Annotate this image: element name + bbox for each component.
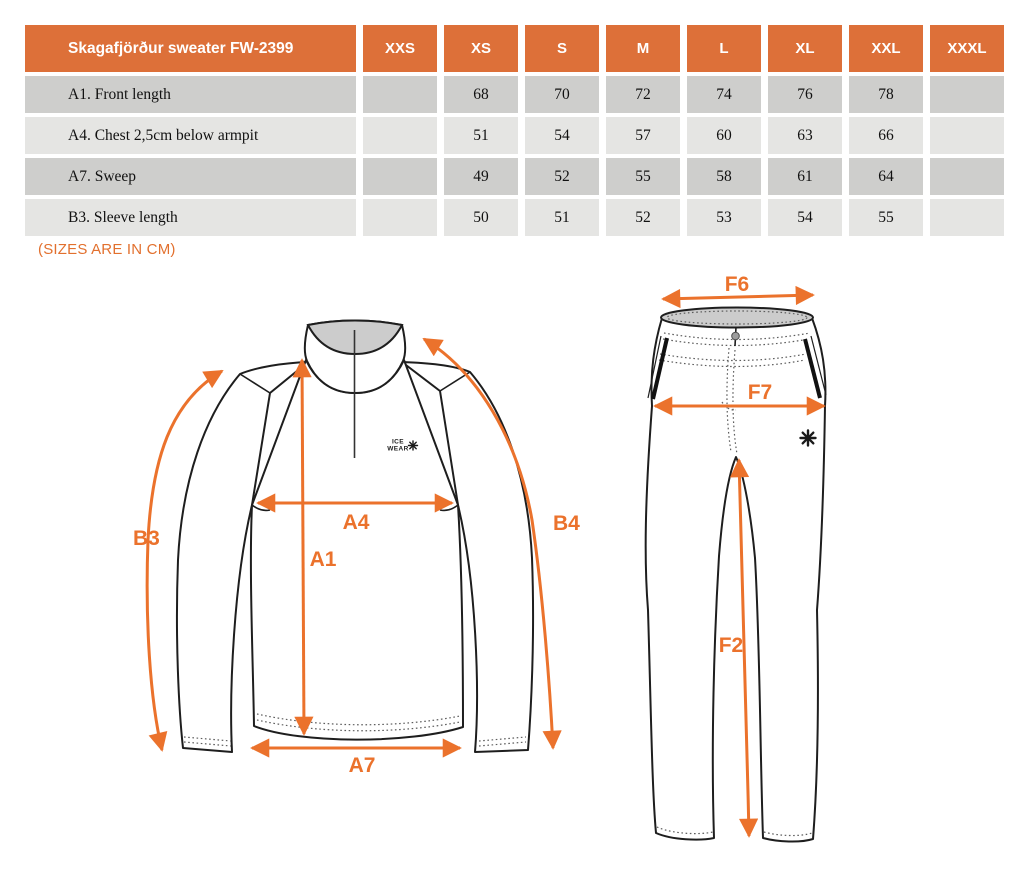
size-value: 51 (525, 199, 599, 236)
col-header-xxxl: XXXL (930, 25, 1004, 72)
size-value: 54 (768, 199, 842, 236)
size-value: 51 (444, 117, 518, 154)
size-value: 54 (525, 117, 599, 154)
brand-logo-line1: ICE (391, 438, 405, 446)
snowflake-icon (409, 441, 418, 450)
measure-label-f6: F6 (724, 273, 750, 296)
sweater-body (251, 360, 463, 740)
row-label: A4. Chest 2,5cm below armpit (25, 117, 356, 154)
size-value: 53 (687, 199, 761, 236)
sizes-unit-note: (SIZES ARE IN CM) (38, 241, 176, 258)
size-value: 58 (687, 158, 761, 195)
size-value: 70 (525, 76, 599, 113)
col-header-xs: XS (444, 25, 518, 72)
size-value: 66 (849, 117, 923, 154)
size-value: 60 (687, 117, 761, 154)
pants-button (732, 332, 740, 340)
col-header-l: L (687, 25, 761, 72)
size-value: 49 (444, 158, 518, 195)
col-header-xxs: XXS (363, 25, 437, 72)
col-header-s: S (525, 25, 599, 72)
size-value: 57 (606, 117, 680, 154)
col-header-xxl: XXL (849, 25, 923, 72)
size-value: 61 (768, 158, 842, 195)
table-title: Skagafjörður sweater FW-2399 (25, 25, 356, 72)
col-header-m: M (606, 25, 680, 72)
size-value: 64 (849, 158, 923, 195)
row-label: B3. Sleeve length (25, 199, 356, 236)
size-value: 50 (444, 199, 518, 236)
sweater-drawing (133, 321, 580, 778)
measure-label-f7: F7 (747, 381, 773, 404)
measure-label-a4: A4 (342, 511, 370, 534)
brand-logo-line2: WEAR (387, 445, 409, 453)
pants-body (646, 318, 826, 842)
measure-label-f2: F2 (718, 634, 744, 657)
pants-waist-opening (661, 308, 813, 328)
pants-drawing (646, 273, 826, 842)
size-value: 52 (525, 158, 599, 195)
size-value: 78 (849, 76, 923, 113)
measure-label-b4: B4 (553, 512, 580, 535)
size-value: 52 (606, 199, 680, 236)
measure-label-a7: A7 (348, 754, 376, 777)
snowflake-icon (801, 431, 816, 446)
size-value: 68 (444, 76, 518, 113)
measure-label-b3: B3 (133, 527, 160, 550)
col-header-xl: XL (768, 25, 842, 72)
row-label: A7. Sweep (25, 158, 356, 195)
row-label: A1. Front length (25, 76, 356, 113)
size-value: 55 (849, 199, 923, 236)
size-value: 72 (606, 76, 680, 113)
measure-label-a1: A1 (309, 548, 337, 571)
size-value: 74 (687, 76, 761, 113)
size-value: 55 (606, 158, 680, 195)
size-value: 63 (768, 117, 842, 154)
measure-arrow-a1 (302, 360, 304, 734)
size-value: 76 (768, 76, 842, 113)
